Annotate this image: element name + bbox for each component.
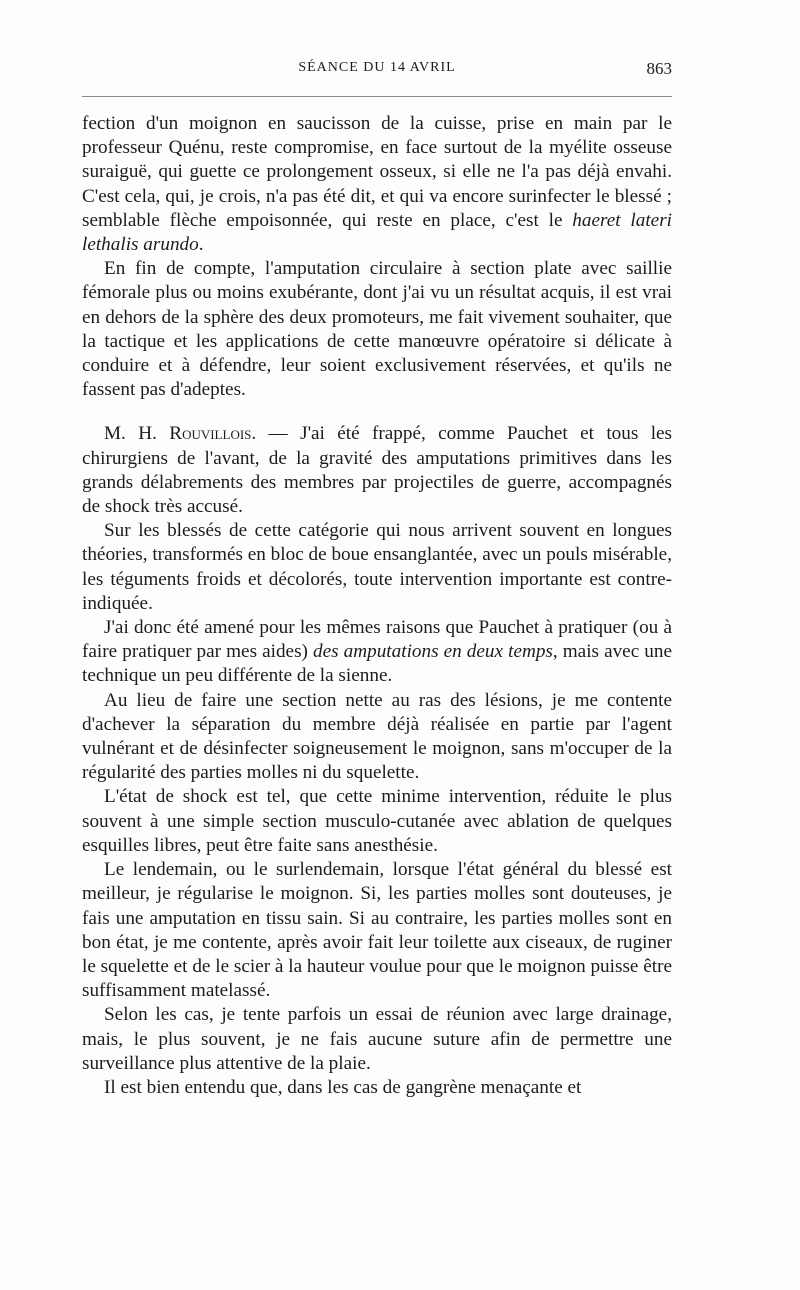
paragraph-text: fection d'un moignon en saucisson de la cuisse, prise en main par le professeur Quénu, reste compromise, en face surtout de la myélite osseuse suraiguë, qui guette ce prolongement osseux, si elle ne l'a pas déjà envahi. C'est cela, qui, je crois, n'a pas été dit, et qui va encore surinfecter le blessé ; semblable flèche empoisonnée, qui reste en place, c'est le <box>82 113 672 231</box>
paragraph: Le lendemain, ou le surlendemain, lorsque l'état général du blessé est meilleur, je régularise le moignon. Si, les parties molles sont douteuses, je fais une amputation en tissu sain. Si au contraire, les parties molles sont en bon état, je me contente, après avoir fait leur toilette aux ciseaux, de ruginer le squelette et de le scier à la hauteur voulue pour que le moignon puisse être suffisamment matelassé. <box>82 859 672 1002</box>
speaker-name: Rouvillois <box>169 423 252 445</box>
speaker-paragraph <box>82 422 672 519</box>
paragraph: Sur les blessés de cette catégorie qui nous arrivent souvent en longues théories, transformés en bloc de boue ensanglantée, avec un pouls misérable, les téguments froids et décolorés, toute intervention importante est contre-indiquée. <box>82 520 672 614</box>
page-header <box>82 60 672 84</box>
italic-phrase: des amputations en deux temps <box>313 641 553 663</box>
paragraph: Selon les cas, je tente parfois un essai de réunion avec large drainage, mais, le plus souvent, je ne fais aucune suture afin de permettre une surveillance plus attentive de la plaie. <box>82 1004 672 1074</box>
paragraph-end: . <box>198 234 204 256</box>
speaker-prefix: M. H. <box>104 423 170 445</box>
paragraph-text: . — J'ai été frappé, comme Pauchet et tous les chirurgiens de l'avant, de la gravité des amputations primitives dans les grands délabrements des membres par projectiles de guerre, accompagnés de shock très accusé. <box>82 423 673 518</box>
latin-quotation: haeret lateri lethalis arundo <box>82 209 672 256</box>
paragraph: En fin de compte, l'amputation circulaire à section plate avec saillie fémorale plus ou moins exubérante, dont j'ai vu un résultat acquis, il est vrai en dehors de la sphère des deux promoteurs, me fait vivement souhaiter, que la tactique et les applications de cette manœuvre opératoire si délicate à conduire et à défendre, leur soient exclusivement réservées, et qu'ils ne fassent pas d'adeptes. <box>82 258 672 401</box>
paragraph: Au lieu de faire une section nette au ras des lésions, je me contente d'achever la séparation du membre déjà réalisée en partie par l'agent vulnérant et de désinfecter soigneusement le moignon, sans m'occuper de la régularité des parties molles ni du squelette. <box>82 689 672 784</box>
paragraph-text: J'ai donc été amené pour les mêmes raisons que Pauchet à pratiquer (ou à faire pratiquer par mes aides) <box>82 617 672 663</box>
paragraph-end: , mais avec une technique un peu différente de la sienne. <box>82 641 672 687</box>
page-number: 863 <box>646 59 672 78</box>
paragraph: L'état de shock est tel, que cette minime intervention, réduite le plus souvent à une simple section musculo-cutanée avec ablation de quelques esquilles libres, peut être faite sans anesthésie. <box>82 786 672 856</box>
page-body <box>82 112 672 1100</box>
paragraph <box>82 616 672 689</box>
running-title: SÉANCE DU 14 AVRIL <box>298 60 456 75</box>
paragraph: Il est bien entendu que, dans les cas de gangrène menaçante et <box>104 1076 582 1098</box>
header-rule <box>82 96 672 97</box>
paragraph-continuation <box>82 112 672 257</box>
